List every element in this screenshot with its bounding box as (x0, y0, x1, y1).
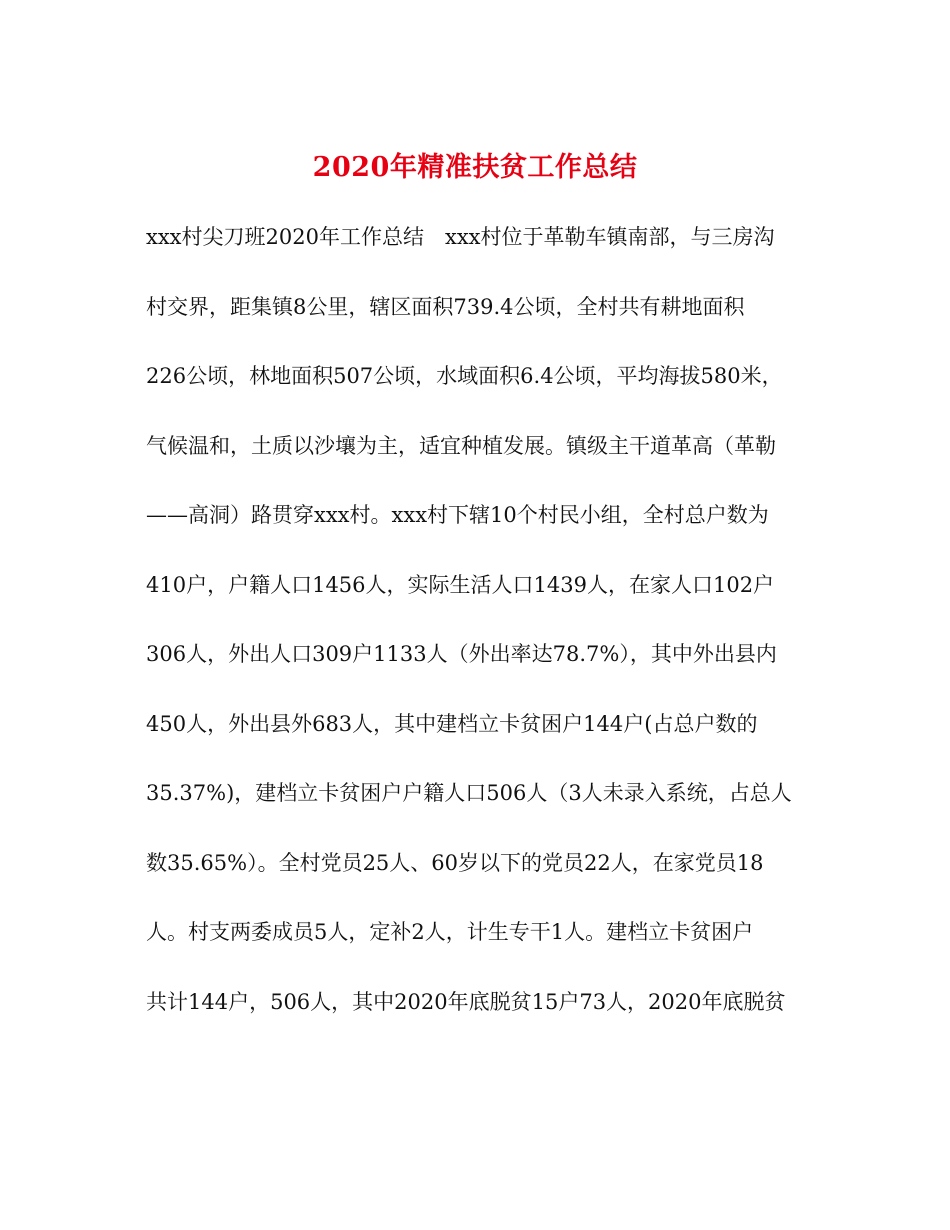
body-line: ——高洞）路贯穿xxx村。xxx村下辖10个村民小组，全村总户数为 (146, 503, 769, 527)
body-line: 306人，外出人口309户1133人（外出率达78.7%），其中外出县内 (146, 642, 777, 666)
body-line: 数35.65%）。全村党员25人、60岁以下的党员22人，在家党员18 (146, 850, 764, 875)
body-line: 35.37%)，建档立卡贫困户户籍人口506人（3人未录入系统，占总人 (146, 781, 792, 805)
document-title: 2020年精准扶贫工作总结 (312, 152, 638, 184)
body-line: 410户，户籍人口1456人，实际生活人口1439人，在家人口102户 (146, 572, 775, 597)
body-line: xxx村尖刀班2020年工作总结 xxx村位于革勒车镇南部，与三房沟 (146, 225, 775, 249)
document-body (146, 217, 806, 1051)
body-line: 450人，外出县外683人，其中建档立卡贫困户144户(占总户数的 (146, 711, 758, 736)
body-line: 人。村支两委成员5人，定补2人，计生专干1人。建档立卡贫困户 (146, 920, 754, 944)
body-line: 共计144户，506人，其中2020年底脱贫15户73人，2020年底脱贫 (146, 989, 786, 1014)
body-line: 气候温和，土质以沙壤为主，适宜种植发展。镇级主干道革高（革勒 (146, 433, 776, 458)
body-line: 村交界，距集镇8公里，辖区面积739.4公顷，全村共有耕地面积 (146, 294, 745, 319)
body-line: 226公顷，林地面积507公顷，水域面积6.4公顷，平均海拔580米， (146, 364, 783, 388)
